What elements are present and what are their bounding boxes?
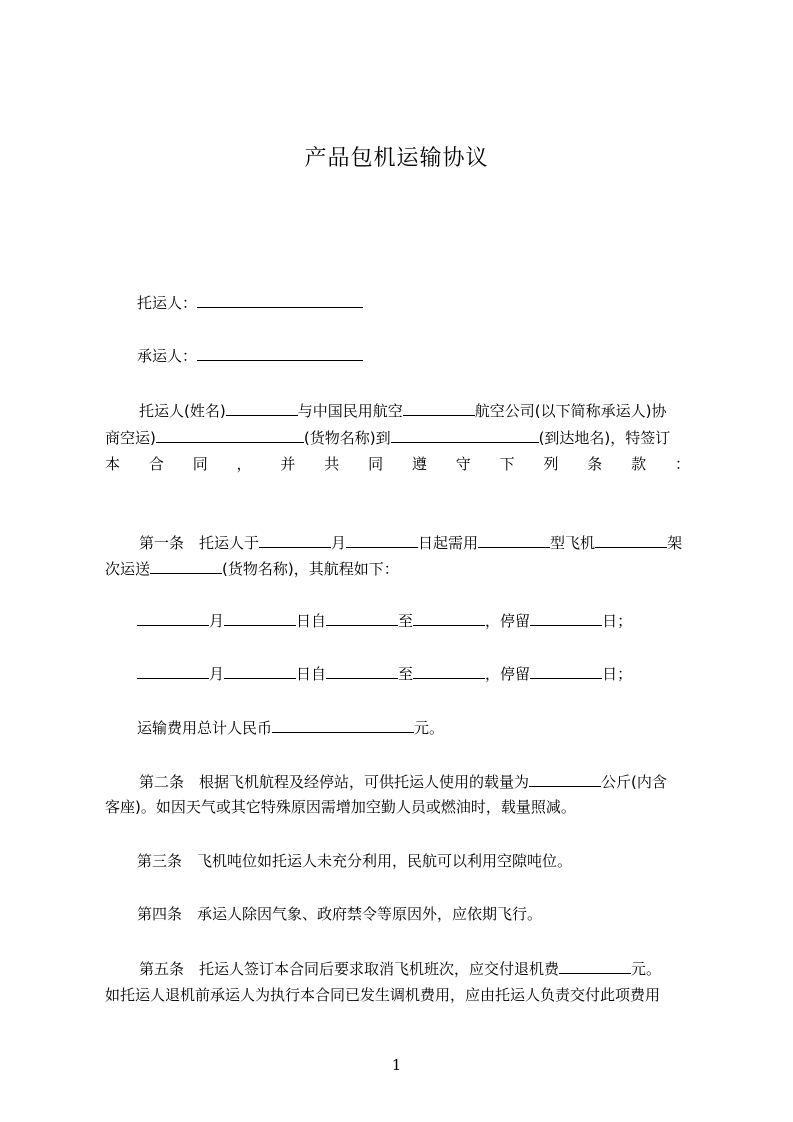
article5-line-1 <box>139 958 661 979</box>
char: 共 <box>324 455 340 473</box>
month-blank <box>137 610 209 626</box>
carrier-line <box>137 345 363 366</box>
article2-line-1 <box>139 771 667 792</box>
origin-blank <box>326 663 398 679</box>
article2-line-2: 客座)。如因天气或其它特殊原因需增加空勤人员或燃油时，载量照减。 <box>105 798 576 816</box>
load-blank <box>529 771 601 787</box>
route-text: 日自 <box>296 665 327 683</box>
article1-line-1 <box>139 532 682 553</box>
intro-text: 与中国民用航空 <box>297 402 403 420</box>
route-line-1 <box>137 610 632 631</box>
article1-text: 第一条 托运人于 <box>139 534 260 552</box>
article1-text: 型飞机 <box>550 534 596 552</box>
name-blank <box>226 400 298 416</box>
article1-text: 架 <box>667 534 683 552</box>
char: ： <box>674 455 690 473</box>
origin-blank <box>326 610 398 626</box>
intro-line-2 <box>105 427 670 448</box>
article5-text: 第五条 托运人签订本合同后要求取消飞机班次，应交付退机费 <box>139 960 560 978</box>
route-text: 日； <box>602 612 633 630</box>
intro-text: (到达地名)，特签订 <box>538 429 671 447</box>
route-text: 月 <box>209 612 225 630</box>
shipper-blank <box>197 292 363 308</box>
month-blank <box>259 532 331 548</box>
month-blank <box>137 663 209 679</box>
intro-text: (货物名称)到 <box>303 429 391 447</box>
article1-text: 日起需用 <box>418 534 479 552</box>
goods-blank <box>156 427 304 443</box>
article1-text: (货物名称)，其航程如下： <box>222 560 399 578</box>
article2-text: 公斤(内含 <box>601 773 667 791</box>
char: 列 <box>543 455 559 473</box>
aircraft-type-blank <box>478 532 550 548</box>
intro-text: 托运人(姓名) <box>139 402 226 420</box>
route-text: 日自 <box>296 612 327 630</box>
char: 并 <box>280 455 296 473</box>
carrier-blank <box>197 345 363 361</box>
route-text: 月 <box>209 665 225 683</box>
fee-blank <box>272 717 414 733</box>
article1-text: 月 <box>331 534 347 552</box>
destination-blank <box>413 663 485 679</box>
route-line-2 <box>137 663 632 684</box>
shipper-label: 托运人： <box>137 294 198 312</box>
day-blank <box>224 663 296 679</box>
fee-text: 元。 <box>414 719 445 737</box>
stay-days-blank <box>530 663 602 679</box>
route-text: ，停留 <box>485 612 531 630</box>
goods-blank <box>150 558 222 574</box>
intro-line-1 <box>139 400 666 421</box>
route-text: 至 <box>398 612 414 630</box>
day-blank <box>346 532 418 548</box>
airline-blank <box>403 400 475 416</box>
article5-text: 元。 <box>631 960 662 978</box>
article1-line-2 <box>105 558 399 579</box>
route-text: ，停留 <box>485 665 531 683</box>
stay-days-blank <box>530 610 602 626</box>
page-number: 1 <box>391 1056 402 1074</box>
char: 同 <box>192 455 208 473</box>
document-title: 产品包机运输协议 <box>304 146 489 171</box>
char: 条 <box>587 455 603 473</box>
char: 守 <box>455 455 471 473</box>
destination-blank <box>391 427 539 443</box>
char: 合 <box>148 455 164 473</box>
article5-line-2: 如托运人退机前承运人为执行本合同已发生调机费用，应由托运人负责交付此项费用 <box>105 986 661 1004</box>
article4-text: 第四条 承运人除因气象、政府禁令等原因外，应依期飞行。 <box>137 905 543 923</box>
intro-text: 商空运) <box>105 429 156 447</box>
fee-text: 运输费用总计人民币 <box>137 719 273 737</box>
intro-line-3 <box>105 453 690 474</box>
aircraft-count-blank <box>595 532 667 548</box>
destination-blank <box>413 610 485 626</box>
carrier-label: 承运人： <box>137 347 198 365</box>
route-text: 至 <box>398 665 414 683</box>
char: ， <box>236 455 252 473</box>
shipper-line <box>137 292 363 313</box>
fee-line <box>137 717 444 738</box>
article1-text: 次运送 <box>105 560 151 578</box>
char: 款 <box>631 455 647 473</box>
day-blank <box>224 610 296 626</box>
article3-text: 第三条 飞机吨位如托运人未充分利用，民航可以利用空隙吨位。 <box>137 852 573 870</box>
char: 遵 <box>411 455 427 473</box>
cancel-fee-blank <box>559 958 631 974</box>
char: 同 <box>368 455 384 473</box>
article2-text: 第二条 根据飞机航程及经停站，可供托运人使用的载量为 <box>139 773 530 791</box>
char: 本 <box>105 455 121 473</box>
route-text: 日； <box>602 665 633 683</box>
intro-text: 航空公司(以下简称承运人)协 <box>474 402 667 420</box>
char: 下 <box>499 455 515 473</box>
